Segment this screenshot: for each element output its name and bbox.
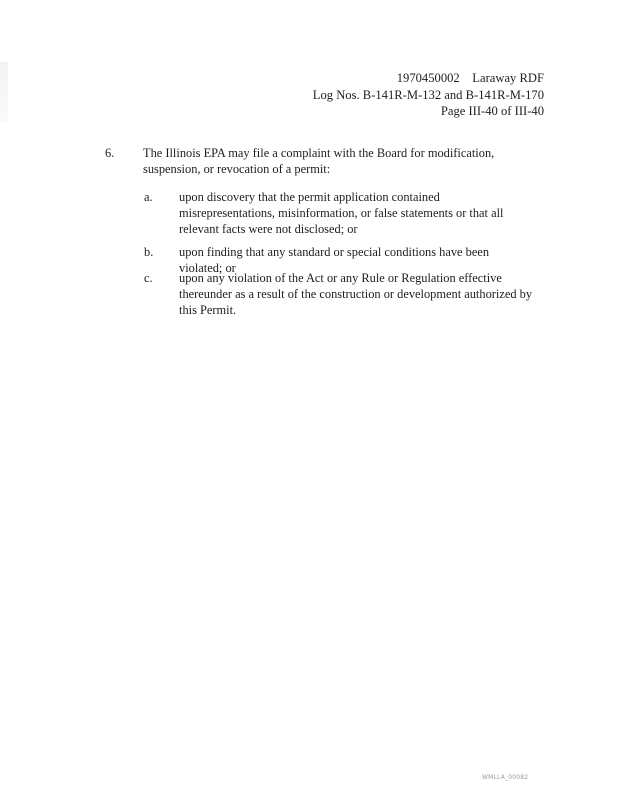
condition-number: 6. xyxy=(105,146,115,160)
item-letter: a. xyxy=(144,190,153,204)
item-letter: c. xyxy=(144,271,153,285)
item-text: upon finding that any standard or special conditions have been violated; or xyxy=(179,245,490,275)
item-text: upon discovery that the permit application contained misrepresentations, misinformation, or false statements or that all relevant facts were not disclosed; or xyxy=(179,190,504,236)
item-text: upon any violation of the Act or any Rule or Regulation effective thereunder as a result of the construction or development authorized by this Permit. xyxy=(179,271,533,317)
bates-stamp: WMLLA_00082 xyxy=(482,774,529,781)
header-log-numbers: Log Nos. B-141R-M-132 and B-141R-M-170 xyxy=(312,87,544,102)
condition-item-a xyxy=(144,190,534,237)
scan-edge-mark xyxy=(0,62,8,122)
item-letter: b. xyxy=(144,245,154,259)
condition-text: The Illinois EPA may file a complaint with the Board for modification, suspension, or revocation of a permit: xyxy=(143,146,495,176)
condition-6 xyxy=(105,146,525,178)
page-header xyxy=(313,70,544,120)
condition-item-c xyxy=(144,271,534,318)
header-page-number: Page III-40 of III-40 xyxy=(440,104,544,118)
header-site-id: 1970450002 Laraway RDF xyxy=(396,71,544,85)
